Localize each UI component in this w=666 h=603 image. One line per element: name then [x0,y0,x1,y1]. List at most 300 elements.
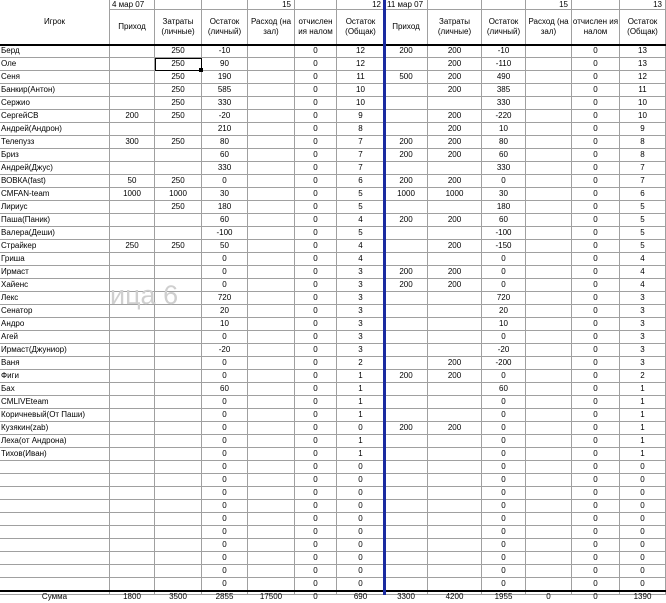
week1-value-cell[interactable]: 10 [202,318,248,331]
player-name-cell[interactable] [0,487,110,500]
week1-value-cell[interactable]: 0 [295,162,337,175]
week2-value-cell[interactable] [526,357,572,370]
week2-value-cell[interactable]: 4 [620,279,666,292]
week1-value-cell[interactable] [110,539,155,552]
week1-value-cell[interactable]: 20 [202,305,248,318]
week2-value-cell[interactable]: 0 [620,474,666,487]
week2-value-cell[interactable]: 200 [428,240,482,253]
week2-value-cell[interactable] [526,409,572,422]
week1-value-cell[interactable] [155,123,202,136]
week2-value-cell[interactable] [428,513,482,526]
week2-value-cell[interactable]: 7 [620,162,666,175]
week2-value-cell[interactable] [526,396,572,409]
week1-value-cell[interactable] [110,292,155,305]
week1-value-cell[interactable]: 5 [337,188,385,201]
week1-value-cell[interactable] [110,58,155,71]
week2-value-cell[interactable] [526,58,572,71]
week1-value-cell[interactable] [110,123,155,136]
week2-value-cell[interactable] [526,461,572,474]
week2-value-cell[interactable]: 0 [572,227,620,240]
week1-value-cell[interactable] [248,97,295,110]
week1-value-cell[interactable]: 0 [295,487,337,500]
week2-value-cell[interactable]: 10 [482,123,526,136]
week2-value-cell[interactable]: 1 [620,422,666,435]
week1-value-cell[interactable]: 0 [202,500,248,513]
week2-value-cell[interactable]: -200 [482,357,526,370]
player-name-cell[interactable]: Ирмаст(Джуниор) [0,344,110,357]
week1-value-cell[interactable]: 0 [295,318,337,331]
week1-value-cell[interactable]: 5 [337,201,385,214]
week2-value-cell[interactable]: 0 [620,526,666,539]
week2-value-cell[interactable]: 0 [572,305,620,318]
week1-value-cell[interactable] [155,149,202,162]
player-name-cell[interactable]: СергейСВ [0,110,110,123]
week2-value-cell[interactable] [526,539,572,552]
week1-value-cell[interactable]: 50 [110,175,155,188]
week2-value-cell[interactable] [385,110,428,123]
week1-value-cell[interactable]: 60 [202,383,248,396]
week2-value-cell[interactable] [526,500,572,513]
week1-value-cell[interactable]: 250 [155,84,202,97]
week2-value-cell[interactable]: 200 [428,175,482,188]
week2-value-cell[interactable]: 200 [428,422,482,435]
week1-value-cell[interactable] [155,253,202,266]
week2-value-cell[interactable]: 200 [428,266,482,279]
week1-value-cell[interactable] [248,162,295,175]
week1-value-cell[interactable] [248,318,295,331]
week2-value-cell[interactable]: 0 [572,383,620,396]
week2-value-cell[interactable]: 1000 [428,188,482,201]
week2-value-cell[interactable]: 3 [620,357,666,370]
week1-value-cell[interactable] [110,227,155,240]
week1-value-cell[interactable] [248,370,295,383]
week2-value-cell[interactable] [526,526,572,539]
week1-value-cell[interactable]: 0 [202,435,248,448]
week2-value-cell[interactable]: 5 [620,214,666,227]
week2-col-header-4[interactable]: отчислен ия налом [572,10,620,45]
week2-value-cell[interactable]: 20 [482,305,526,318]
week1-value-cell[interactable]: 330 [202,97,248,110]
week2-value-cell[interactable]: 0 [572,565,620,578]
week2-value-cell[interactable]: 0 [482,422,526,435]
week1-value-cell[interactable] [248,409,295,422]
week2-value-cell[interactable]: 0 [572,344,620,357]
week2-value-cell[interactable] [526,97,572,110]
week2-value-cell[interactable]: 0 [482,175,526,188]
week2-value-cell[interactable]: 200 [428,84,482,97]
week2-value-cell[interactable] [385,123,428,136]
week2-value-cell[interactable] [526,292,572,305]
week1-value-cell[interactable] [155,422,202,435]
week1-value-cell[interactable]: 8 [337,123,385,136]
player-name-cell[interactable]: Берд [0,45,110,58]
week1-value-cell[interactable]: 0 [295,396,337,409]
player-name-cell[interactable]: Сержио [0,97,110,110]
totals-label[interactable]: Сумма [0,591,110,595]
week2-value-cell[interactable]: 0 [482,266,526,279]
week1-value-cell[interactable]: 0 [337,539,385,552]
week1-value-cell[interactable] [110,474,155,487]
week2-value-cell[interactable]: 10 [482,318,526,331]
week1-value-cell[interactable]: 330 [202,162,248,175]
week2-value-cell[interactable] [526,253,572,266]
week1-value-cell[interactable]: 0 [295,240,337,253]
player-name-cell[interactable]: Кузякин(zab) [0,422,110,435]
week2-value-cell[interactable]: 13 [620,45,666,58]
week1-value-cell[interactable]: 0 [295,526,337,539]
week1-value-cell[interactable]: 0 [337,552,385,565]
week2-value-cell[interactable]: 0 [572,396,620,409]
week2-value-cell[interactable] [385,292,428,305]
week1-value-cell[interactable] [155,318,202,331]
week2-value-cell[interactable] [526,175,572,188]
week2-value-cell[interactable]: 80 [482,136,526,149]
week2-value-cell[interactable]: 200 [428,110,482,123]
week2-value-cell[interactable] [526,448,572,461]
week1-value-cell[interactable]: 0 [202,266,248,279]
week1-value-cell[interactable] [248,84,295,97]
week2-value-cell[interactable]: 200 [385,266,428,279]
week2-value-cell[interactable] [526,214,572,227]
week2-value-cell[interactable] [385,318,428,331]
week1-value-cell[interactable]: 210 [202,123,248,136]
week2-value-cell[interactable]: 0 [572,500,620,513]
week2-value-cell[interactable]: 0 [572,136,620,149]
week2-value-cell[interactable]: 1 [620,396,666,409]
week1-value-cell[interactable] [248,266,295,279]
week1-value-cell[interactable] [248,227,295,240]
week2-value-cell[interactable]: 6 [620,188,666,201]
week1-total[interactable]: 12 [337,0,385,10]
week2-value-cell[interactable]: 490 [482,71,526,84]
week1-value-cell[interactable]: 4 [337,240,385,253]
week1-value-cell[interactable] [248,136,295,149]
week1-value-cell[interactable] [110,266,155,279]
week2-value-cell[interactable] [526,279,572,292]
week2-value-cell[interactable] [526,149,572,162]
week1-value-cell[interactable]: 0 [202,253,248,266]
week1-value-cell[interactable]: 3 [337,305,385,318]
week1-value-cell[interactable]: 0 [337,526,385,539]
week1-value-cell[interactable] [155,344,202,357]
week2-value-cell[interactable]: 0 [482,461,526,474]
week2-value-cell[interactable]: 0 [572,422,620,435]
week1-value-cell[interactable] [110,409,155,422]
week2-value-cell[interactable]: 0 [572,110,620,123]
player-name-cell[interactable] [0,474,110,487]
week1-value-cell[interactable]: 3 [337,344,385,357]
week1-value-cell[interactable]: 0 [295,292,337,305]
week2-value-cell[interactable]: 0 [482,331,526,344]
week2-value-cell[interactable]: 0 [572,331,620,344]
week2-value-cell[interactable]: 3 [620,344,666,357]
week2-value-cell[interactable] [385,201,428,214]
week2-value-cell[interactable]: 0 [620,539,666,552]
week2-value-cell[interactable] [428,97,482,110]
week1-value-cell[interactable] [248,526,295,539]
week2-value-cell[interactable] [428,305,482,318]
week2-value-cell[interactable]: 4 [620,253,666,266]
week1-value-cell[interactable]: 12 [337,45,385,58]
week2-value-cell[interactable] [428,383,482,396]
week1-value-cell[interactable] [155,487,202,500]
week2-value-cell[interactable]: 200 [428,370,482,383]
week1-col-header-2[interactable]: Остаток (личный) [202,10,248,45]
week2-value-cell[interactable] [385,305,428,318]
week2-value-cell[interactable] [385,240,428,253]
player-name-cell[interactable]: Андро [0,318,110,331]
player-name-cell[interactable]: Ирмаст [0,266,110,279]
week1-value-cell[interactable] [155,513,202,526]
week1-value-cell[interactable] [110,461,155,474]
week1-value-cell[interactable] [155,552,202,565]
week2-value-cell[interactable]: 0 [482,279,526,292]
week2-value-cell[interactable] [526,162,572,175]
player-name-cell[interactable]: Паша(Паник) [0,214,110,227]
week2-value-cell[interactable] [428,552,482,565]
week1-value-cell[interactable] [110,448,155,461]
week2-value-cell[interactable]: 0 [482,565,526,578]
week2-value-cell[interactable]: 330 [482,162,526,175]
week1-total-cell[interactable]: 17500 [248,591,295,595]
week1-value-cell[interactable]: -10 [202,45,248,58]
week1-value-cell[interactable]: 0 [295,149,337,162]
week1-value-cell[interactable]: 0 [295,214,337,227]
week1-value-cell[interactable] [248,474,295,487]
week2-value-cell[interactable]: 0 [572,370,620,383]
week2-value-cell[interactable] [428,227,482,240]
week1-value-cell[interactable] [110,422,155,435]
week1-value-cell[interactable]: 10 [337,84,385,97]
player-name-cell[interactable]: Андрей(Джус) [0,162,110,175]
week2-value-cell[interactable]: 0 [572,58,620,71]
week1-total-cell[interactable]: 3500 [155,591,202,595]
week2-value-cell[interactable]: 0 [572,513,620,526]
week1-value-cell[interactable] [248,344,295,357]
week2-value-cell[interactable] [385,461,428,474]
week2-value-cell[interactable]: 10 [620,110,666,123]
week1-value-cell[interactable]: 0 [295,175,337,188]
week2-value-cell[interactable]: 30 [482,188,526,201]
week2-value-cell[interactable] [385,162,428,175]
week2-value-cell[interactable] [428,253,482,266]
week2-value-cell[interactable]: 0 [572,409,620,422]
week1-value-cell[interactable]: 0 [295,370,337,383]
week1-value-cell[interactable] [110,526,155,539]
week2-value-cell[interactable]: 0 [572,240,620,253]
week2-value-cell[interactable]: 200 [428,123,482,136]
week1-value-cell[interactable]: 0 [337,500,385,513]
week1-value-cell[interactable]: 180 [202,201,248,214]
week2-top-blank[interactable] [572,0,620,10]
week1-value-cell[interactable] [155,279,202,292]
week1-value-cell[interactable]: 0 [295,383,337,396]
week1-value-cell[interactable]: 0 [295,58,337,71]
week2-value-cell[interactable]: 2 [620,370,666,383]
week2-value-cell[interactable] [526,201,572,214]
week2-value-cell[interactable] [526,136,572,149]
week1-value-cell[interactable] [248,383,295,396]
week1-value-cell[interactable]: 7 [337,149,385,162]
week2-value-cell[interactable]: 200 [385,214,428,227]
week1-value-cell[interactable]: 0 [202,578,248,591]
week1-value-cell[interactable] [248,123,295,136]
player-name-cell[interactable] [0,539,110,552]
week1-value-cell[interactable]: 3 [337,318,385,331]
player-name-cell[interactable] [0,461,110,474]
week2-value-cell[interactable]: 5 [620,227,666,240]
week1-value-cell[interactable] [155,331,202,344]
week2-value-cell[interactable] [526,474,572,487]
week2-value-cell[interactable]: 0 [620,565,666,578]
week2-rate[interactable]: 15 [526,0,572,10]
week2-value-cell[interactable]: 0 [482,370,526,383]
week2-value-cell[interactable] [385,227,428,240]
week2-value-cell[interactable] [428,318,482,331]
week2-value-cell[interactable]: 0 [482,474,526,487]
week1-value-cell[interactable] [248,71,295,84]
week1-value-cell[interactable] [248,149,295,162]
week2-value-cell[interactable]: 200 [428,357,482,370]
week1-value-cell[interactable] [110,214,155,227]
week2-value-cell[interactable]: 0 [620,487,666,500]
week1-value-cell[interactable] [248,201,295,214]
week1-col-header-1[interactable]: Затраты (личные) [155,10,202,45]
week2-value-cell[interactable]: 0 [572,214,620,227]
week2-value-cell[interactable] [428,500,482,513]
week2-col-header-2[interactable]: Остаток (личный) [482,10,526,45]
week2-value-cell[interactable] [385,84,428,97]
week2-value-cell[interactable]: 1 [620,409,666,422]
player-name-cell[interactable]: Оле [0,58,110,71]
week1-value-cell[interactable]: 1000 [110,188,155,201]
week2-value-cell[interactable]: 0 [572,578,620,591]
week1-value-cell[interactable] [248,45,295,58]
week2-value-cell[interactable] [428,539,482,552]
week1-value-cell[interactable]: 0 [202,513,248,526]
week2-value-cell[interactable]: 200 [428,214,482,227]
week1-value-cell[interactable]: 1 [337,435,385,448]
week1-value-cell[interactable] [248,58,295,71]
week2-total[interactable]: 13 [620,0,666,10]
week1-value-cell[interactable] [110,162,155,175]
week2-value-cell[interactable] [385,331,428,344]
week1-value-cell[interactable]: 0 [295,435,337,448]
week1-value-cell[interactable]: 0 [202,279,248,292]
week1-value-cell[interactable] [155,292,202,305]
week2-value-cell[interactable]: -100 [482,227,526,240]
week1-value-cell[interactable]: 0 [295,110,337,123]
player-name-cell[interactable]: Бах [0,383,110,396]
week1-value-cell[interactable] [155,227,202,240]
week1-value-cell[interactable]: 0 [202,461,248,474]
player-name-cell[interactable]: Валера(Деши) [0,227,110,240]
week1-value-cell[interactable] [248,305,295,318]
week2-value-cell[interactable]: 0 [572,84,620,97]
player-name-cell[interactable]: Коричневый(От Паши) [0,409,110,422]
week2-value-cell[interactable]: 0 [572,487,620,500]
week2-value-cell[interactable]: 0 [572,292,620,305]
week2-value-cell[interactable] [526,487,572,500]
week2-value-cell[interactable]: 0 [572,175,620,188]
week2-value-cell[interactable]: 0 [620,552,666,565]
week1-value-cell[interactable]: 0 [295,266,337,279]
week2-value-cell[interactable]: 0 [572,149,620,162]
week2-value-cell[interactable] [526,513,572,526]
week1-value-cell[interactable]: 1 [337,396,385,409]
week2-value-cell[interactable]: 0 [572,123,620,136]
week2-value-cell[interactable]: 0 [572,526,620,539]
week1-value-cell[interactable]: 0 [202,552,248,565]
week1-value-cell[interactable] [248,500,295,513]
week1-value-cell[interactable]: 0 [202,409,248,422]
week2-value-cell[interactable]: 0 [482,448,526,461]
week2-value-cell[interactable]: 1000 [385,188,428,201]
week2-value-cell[interactable] [428,474,482,487]
week2-value-cell[interactable]: -20 [482,344,526,357]
week1-value-cell[interactable] [110,513,155,526]
player-name-cell[interactable] [0,565,110,578]
week2-value-cell[interactable] [428,331,482,344]
week2-value-cell[interactable] [385,253,428,266]
week1-value-cell[interactable]: 720 [202,292,248,305]
week1-value-cell[interactable] [248,396,295,409]
week1-value-cell[interactable]: 0 [202,357,248,370]
week1-value-cell[interactable]: 0 [202,396,248,409]
week1-top-blank[interactable] [295,0,337,10]
week2-value-cell[interactable]: 5 [620,240,666,253]
week2-value-cell[interactable]: 385 [482,84,526,97]
week1-value-cell[interactable] [155,266,202,279]
week1-value-cell[interactable] [110,500,155,513]
week1-value-cell[interactable] [248,214,295,227]
week2-value-cell[interactable] [428,565,482,578]
week2-value-cell[interactable] [428,448,482,461]
week1-col-header-4[interactable]: отчислен ия налом [295,10,337,45]
week1-value-cell[interactable]: 0 [202,565,248,578]
week2-col-header-3[interactable]: Расход (на зал) [526,10,572,45]
week1-value-cell[interactable] [248,461,295,474]
week1-value-cell[interactable] [155,409,202,422]
week2-value-cell[interactable] [526,422,572,435]
week1-value-cell[interactable]: 0 [337,461,385,474]
week1-col-header-0[interactable]: Приход [110,10,155,45]
week1-value-cell[interactable] [110,84,155,97]
week2-value-cell[interactable]: 60 [482,383,526,396]
player-name-cell[interactable]: Агей [0,331,110,344]
week1-value-cell[interactable] [110,357,155,370]
week1-value-cell[interactable] [248,357,295,370]
week2-value-cell[interactable]: 0 [572,435,620,448]
week2-value-cell[interactable]: 10 [620,97,666,110]
week2-value-cell[interactable]: 0 [482,487,526,500]
week1-value-cell[interactable]: 1 [337,383,385,396]
week1-value-cell[interactable]: 0 [295,331,337,344]
week2-value-cell[interactable]: -150 [482,240,526,253]
week1-total-cell[interactable]: 2855 [202,591,248,595]
week1-value-cell[interactable]: 60 [202,149,248,162]
week2-value-cell[interactable]: 0 [572,201,620,214]
week2-value-cell[interactable] [385,526,428,539]
player-name-cell[interactable] [0,526,110,539]
week1-value-cell[interactable] [248,188,295,201]
week1-value-cell[interactable]: 0 [337,487,385,500]
week1-value-cell[interactable] [248,240,295,253]
week1-value-cell[interactable] [248,110,295,123]
week1-value-cell[interactable]: 1 [337,370,385,383]
week2-value-cell[interactable] [385,474,428,487]
player-name-cell[interactable]: Гриша [0,253,110,266]
